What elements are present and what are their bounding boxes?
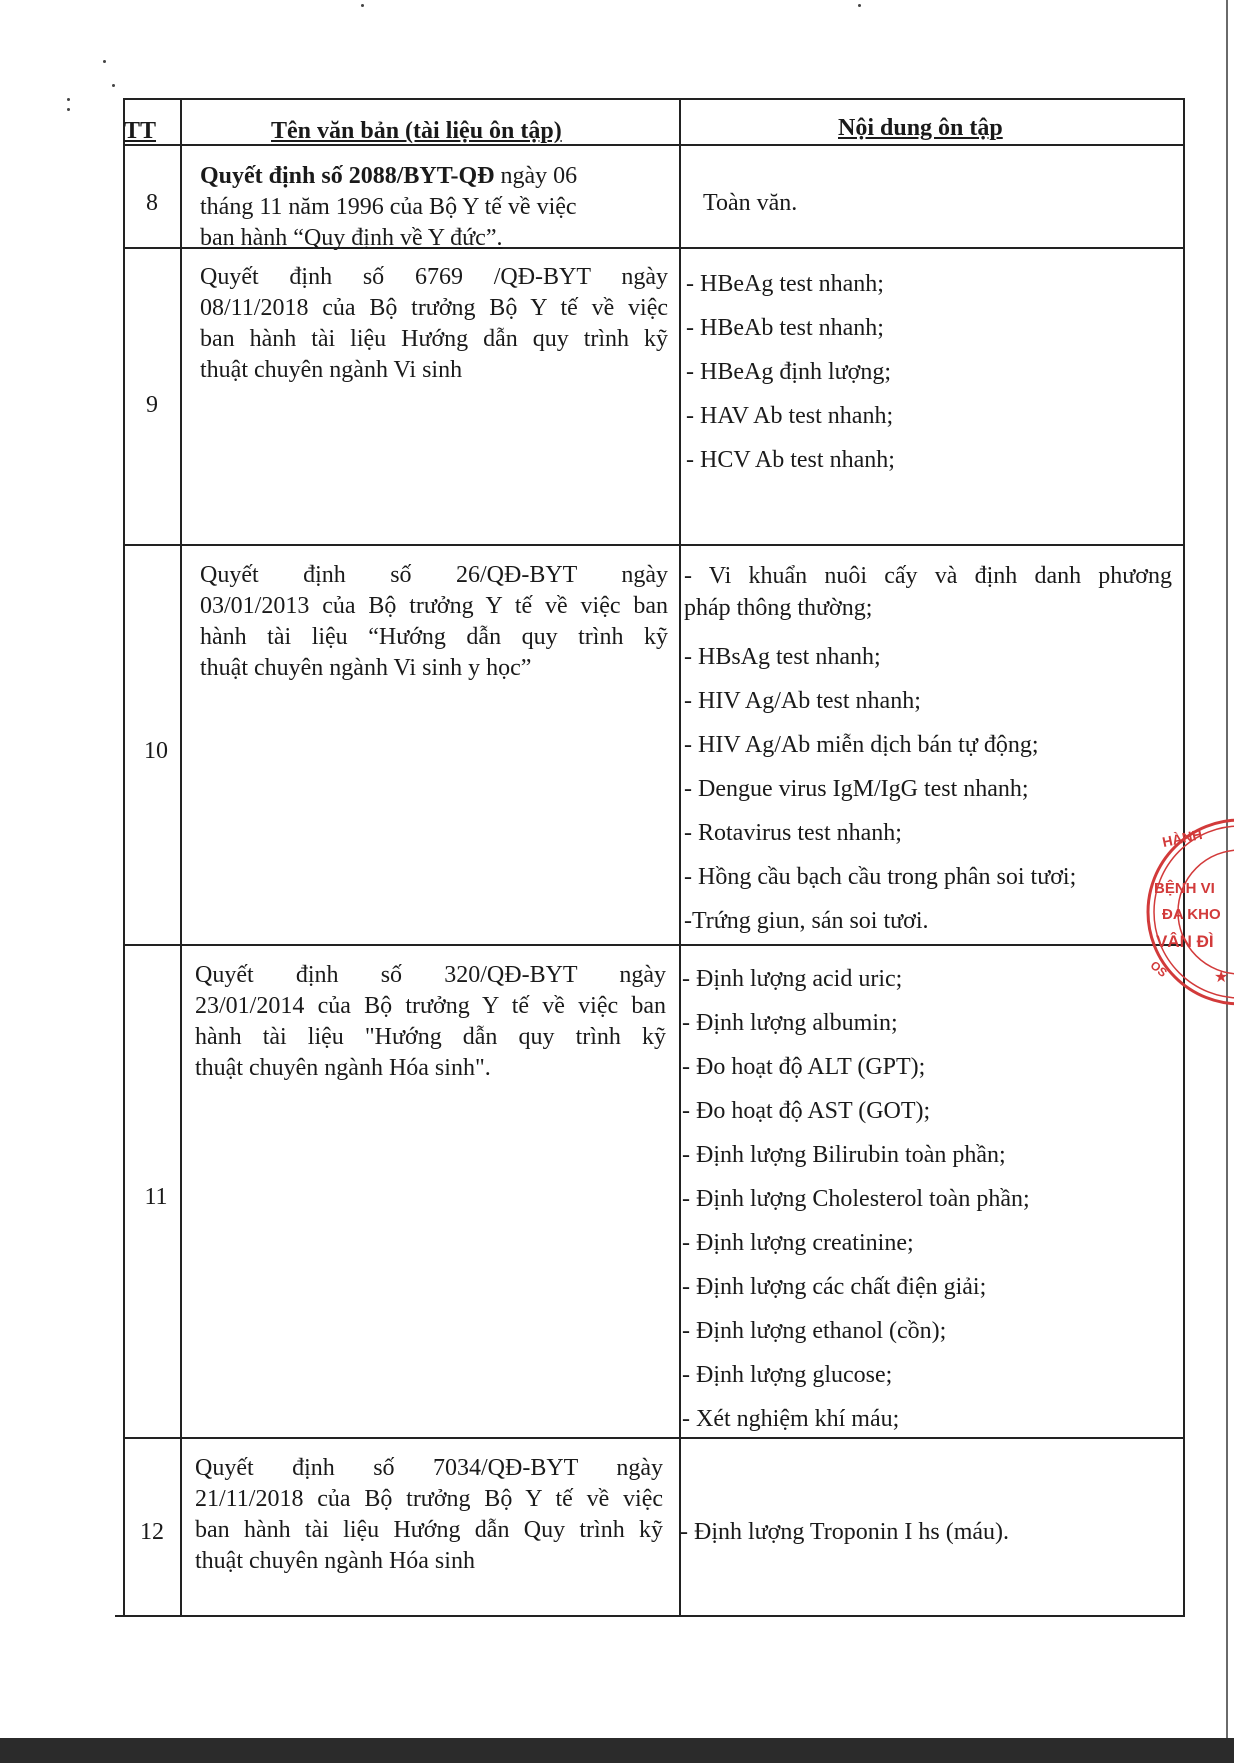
list-item: - Định lượng Bilirubin toàn phần;: [682, 1142, 1006, 1168]
row-10-content: [684, 560, 1172, 943]
document-text: Quyết định số 320/QĐ-BYT ngày: [195, 962, 666, 988]
row-divider-10: [123, 944, 1185, 946]
list-item: - Vi khuẩn nuôi cấy và định danh phương: [684, 563, 1172, 589]
list-item: Toàn văn.: [703, 190, 798, 216]
header-document: Tên văn bản (tài liệu ôn tập): [271, 118, 562, 144]
list-item: - HBeAg test nhanh;: [686, 271, 884, 297]
list-item: - HAV Ab test nhanh;: [686, 403, 894, 429]
document-text: thuật chuyên ngành Hóa sinh".: [195, 1055, 491, 1081]
scan-speck: [112, 84, 115, 87]
list-item: - Định lượng Troponin I hs (máu).: [680, 1519, 1010, 1545]
list-item: pháp thông thường;: [684, 595, 873, 621]
document-text: Quyết định số 26/QĐ-BYT ngày: [200, 562, 668, 588]
header-content: Nội dung ôn tập: [838, 115, 1003, 141]
star-icon: ★: [1214, 969, 1229, 986]
document-line: [200, 262, 668, 293]
row-number: 12: [140, 1519, 164, 1545]
list-item: - Hồng cầu bạch cầu trong phân soi tươi;: [684, 864, 1077, 890]
document-text: Quyết định số 7034/QĐ-BYT ngày: [195, 1455, 663, 1481]
document-title-bold: Quyết định số 2088/BYT-QĐ: [200, 163, 495, 189]
list-item: - HBeAg định lượng;: [686, 359, 892, 385]
row-10-document: [200, 560, 668, 684]
document-text: Quyết định số 6769 /QĐ-BYT ngày: [200, 264, 668, 290]
row-number: 8: [146, 190, 158, 216]
list-item: - Đo hoạt độ AST (GOT);: [682, 1098, 931, 1124]
document-text: tháng 11 năm 1996 của Bộ Y tế về việc: [200, 194, 577, 220]
document-text: thuật chuyên ngành Vi sinh: [200, 357, 463, 383]
official-stamp: [1130, 812, 1234, 1012]
stamp-text: ĐA KHO: [1162, 906, 1221, 923]
document-text: ngày 06: [500, 163, 578, 189]
row-number: 9: [146, 392, 158, 418]
scan-speck: [67, 108, 70, 111]
list-item: - Định lượng các chất điện giải;: [682, 1274, 987, 1300]
row-8-content: [703, 190, 797, 217]
row-number: 11: [144, 1184, 168, 1210]
document-text: hành tài liệu “Hướng dẫn quy trình kỹ: [200, 624, 668, 650]
list-item: - Định lượng acid uric;: [682, 966, 903, 992]
document-text: ban hành tài liệu Hướng dẫn Quy trình kỹ: [195, 1517, 663, 1543]
row-11-document: [195, 960, 666, 1084]
row-12-document: [195, 1453, 663, 1577]
document-text: 03/01/2013 của Bộ trưởng Y tế về việc ban: [200, 593, 668, 619]
list-item: - HIV Ag/Ab miễn dịch bán tự động;: [684, 732, 1039, 758]
list-item: - Định lượng creatinine;: [682, 1230, 914, 1256]
row-divider-9: [123, 544, 1185, 546]
list-item: - Định lượng ethanol (cồn);: [682, 1318, 947, 1344]
document-text: thuật chuyên ngành Vi sinh y học”: [200, 655, 532, 681]
stamp-text: VÂN ĐÌ: [1156, 932, 1214, 951]
stamp-text: HÀNH: [1160, 825, 1204, 851]
row-8-document: [200, 161, 655, 254]
list-item: - HCV Ab test nhanh;: [686, 447, 895, 473]
row-9-content: [686, 262, 895, 482]
document-text: ban hành tài liệu Hướng dẫn quy trình kỹ: [200, 326, 668, 352]
row-12-content: [680, 1519, 1009, 1546]
document-text: 08/11/2018 của Bộ trưởng Bộ Y tế về việc: [200, 295, 668, 321]
document-text: thuật chuyên ngành Hóa sinh: [195, 1548, 475, 1574]
scan-bottom-bar: [0, 1738, 1234, 1763]
scan-speck: [67, 98, 70, 101]
scan-speck: [361, 4, 364, 7]
scan-speck: [858, 4, 861, 7]
list-item: -Trứng giun, sán soi tươi.: [684, 908, 929, 934]
list-item: - Rotavirus test nhanh;: [684, 820, 902, 846]
stamp-text: OS: [1147, 958, 1170, 980]
scan-speck: [103, 60, 106, 63]
row-9-document: [200, 262, 668, 386]
document-text: hành tài liệu "Hướng dẫn quy trình kỹ: [195, 1024, 666, 1050]
list-item: - HBeAb test nhanh;: [686, 315, 884, 341]
row-11-content: [682, 957, 1030, 1441]
row-number: 10: [144, 738, 168, 764]
table-border-left: [123, 98, 125, 1616]
list-item: - Định lượng glucose;: [682, 1362, 893, 1388]
column-divider-1: [180, 98, 182, 1616]
header-tt: TT: [124, 118, 157, 144]
document-text: 21/11/2018 của Bộ trưởng Bộ Y tế về việc: [195, 1486, 663, 1512]
table-border-top: [123, 98, 1185, 100]
list-item: - Định lượng Cholesterol toàn phần;: [682, 1186, 1030, 1212]
table-border-bottom: [115, 1615, 1185, 1617]
column-divider-2: [679, 98, 681, 1616]
list-item: - HBsAg test nhanh;: [684, 644, 881, 670]
document-text: 23/01/2014 của Bộ trưởng Y tế về việc ban: [195, 993, 666, 1019]
stamp-text: BỆNH VI: [1154, 880, 1215, 897]
list-item: - Định lượng albumin;: [682, 1010, 898, 1036]
list-item: - Dengue virus IgM/IgG test nhanh;: [684, 776, 1029, 802]
list-item: - Xét nghiệm khí máu;: [682, 1406, 900, 1432]
list-item: - HIV Ag/Ab test nhanh;: [684, 688, 921, 714]
document-text: ban hành “Quy định về Y đức”.: [200, 225, 503, 251]
list-item: - Đo hoạt độ ALT (GPT);: [682, 1054, 926, 1080]
